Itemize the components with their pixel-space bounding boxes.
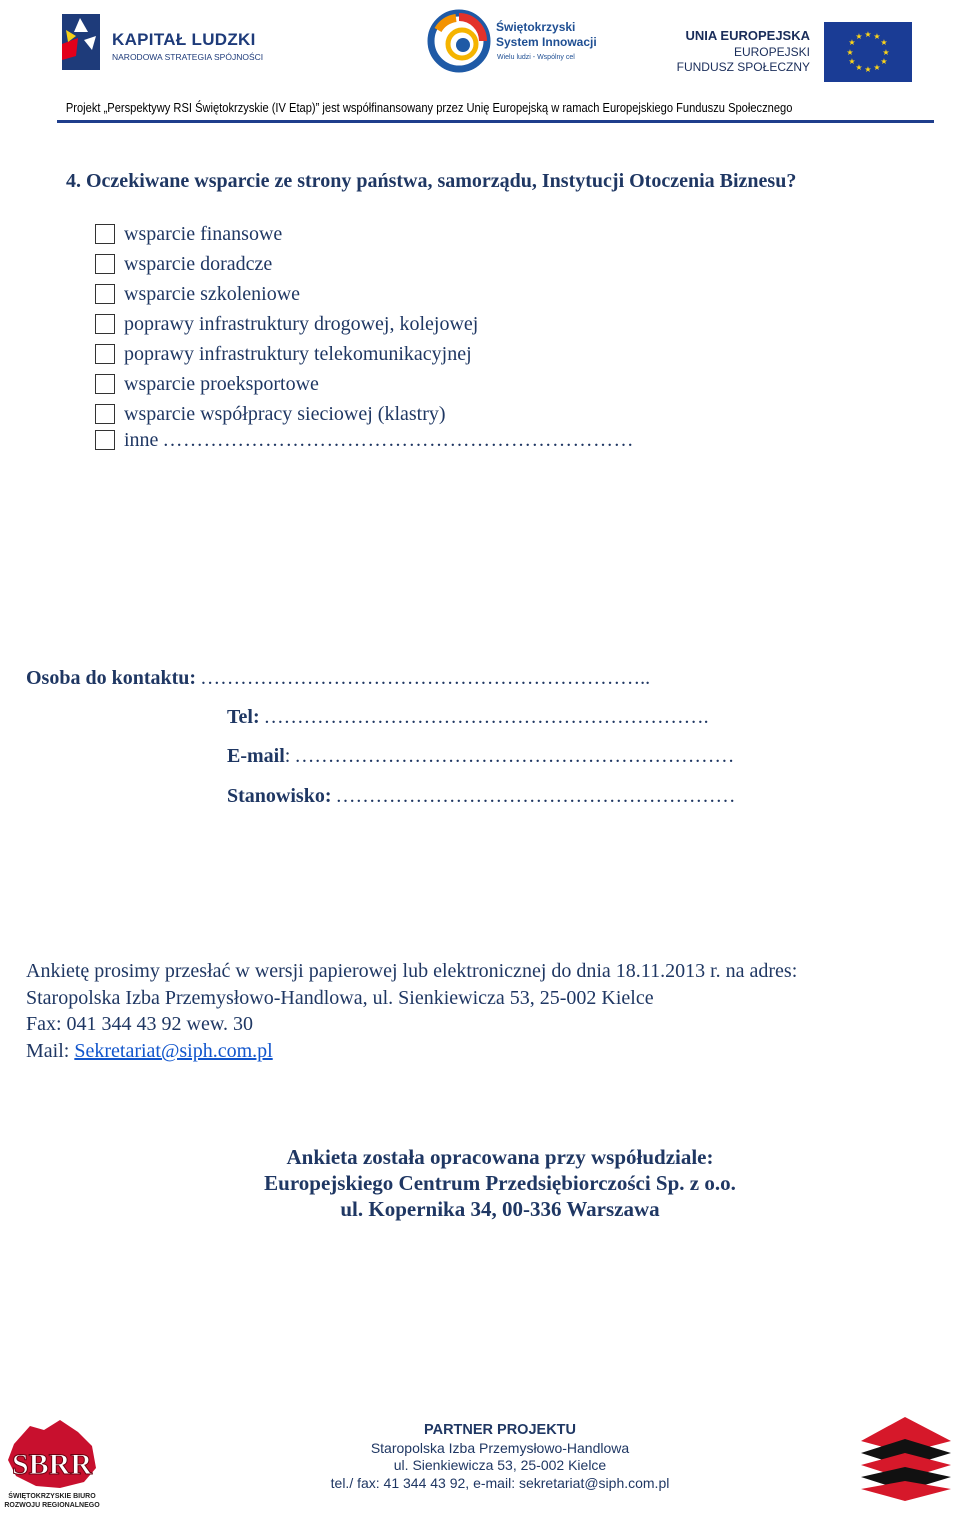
position-fill-line[interactable]: …………………………………………………… — [335, 785, 736, 807]
checkbox-wsparcie-szkoleniowe[interactable] — [95, 284, 115, 304]
footer-line1: Staropolska Izba Przemysłowo-Handlowa — [370, 1440, 630, 1456]
contact-person-row — [26, 667, 650, 690]
question-title: 4. Oczekiwane wsparcie ze strony państwa, samorządu, Instytucji Otoczenia Biznesu? — [66, 170, 797, 192]
checkbox-wsparcie-proeksportowe[interactable] — [95, 374, 115, 394]
option-label: wsparcie finansowe — [124, 222, 283, 245]
ssi-tagline: Wielu ludzi - Wspólny cel — [497, 54, 575, 61]
option-wsparcie-doradcze[interactable] — [95, 251, 272, 277]
checkbox-infrastruktura-drogowa[interactable] — [95, 314, 115, 334]
option-wsparcie-finansowe[interactable] — [95, 221, 282, 247]
email-row — [227, 745, 734, 768]
mail-label: Mail: — [26, 1040, 75, 1062]
partner-logo — [857, 1413, 955, 1503]
credit-line2: Europejskiego Centrum Przedsiębiorczości Sp. z o.o. — [264, 1171, 736, 1195]
tel-row — [227, 706, 709, 729]
ssi-title-line2: System Innowacji — [496, 35, 597, 49]
sbrr-line1: ŚWIĘTOKRZYSKIE BIURO — [8, 1493, 96, 1500]
svg-text:★: ★ — [873, 32, 881, 41]
sbrr-line2: ROZWOJU REGIONALNEGO — [4, 1502, 100, 1509]
checkbox-infrastruktura-telekom[interactable] — [95, 344, 115, 364]
swietokrzyski-system-innowacji-logo — [426, 6, 596, 78]
option-wspolpraca-sieciowa[interactable] — [95, 401, 446, 427]
svg-text:★: ★ — [846, 48, 854, 57]
svg-text:★: ★ — [848, 38, 856, 47]
option-label: wsparcie doradcze — [124, 252, 273, 275]
option-wsparcie-proeksportowe[interactable] — [95, 371, 319, 397]
option-label: wsparcie proeksportowe — [124, 372, 319, 395]
project-cofinancing-text: Projekt „Perspektywy RSI Świętokrzyskie (IV Etap)” jest współfinansowany przez Unię Europejską w ramach Europejskiego Funduszu Społecznego — [65, 101, 793, 115]
footer-line3: tel./ fax: 41 344 43 92, e-mail: sekretariat@siph.com.pl — [330, 1475, 670, 1491]
position-row — [227, 785, 735, 808]
option-inne[interactable] — [95, 427, 634, 453]
unia-europejska-logo — [676, 18, 914, 84]
checkbox-wsparcie-finansowe[interactable] — [95, 224, 115, 244]
position-label: Stanowisko: — [227, 785, 332, 807]
svg-text:★: ★ — [848, 57, 856, 66]
instructions-mail-row — [26, 1040, 273, 1063]
checkbox-inne[interactable] — [95, 430, 115, 450]
email-fill-line[interactable]: ………………………………………………………… — [294, 745, 735, 767]
svg-text:★: ★ — [873, 63, 881, 72]
ue-line1: UNIA EUROPEJSKA — [685, 28, 810, 43]
kapital-ludzki-subtitle: NARODOWA STRATEGIA SPÓJNOŚCI — [112, 52, 264, 62]
kapital-ludzki-logo — [58, 10, 268, 74]
credit-line3: ul. Kopernika 34, 00-336 Warszawa — [340, 1197, 660, 1221]
other-fill-line[interactable]: …………………………………………………………… — [162, 428, 634, 451]
header-divider — [57, 120, 934, 123]
ssi-rings-icon — [426, 8, 492, 74]
credit-line1: Ankieta została opracowana przy współudziale: — [286, 1145, 714, 1169]
option-infrastruktura-drogowa[interactable] — [95, 311, 478, 337]
tel-label: Tel: — [227, 706, 260, 728]
svg-text:★: ★ — [855, 63, 863, 72]
contact-person-label: Osoba do kontaktu: — [26, 667, 197, 689]
instructions-address: Staropolska Izba Przemysłowo-Handlowa, ul. Sienkiewicza 53, 25-002 Kielce — [26, 987, 654, 1009]
checkbox-wspolpraca-sieciowa[interactable] — [95, 404, 115, 424]
ssi-title-line1: Świętokrzyski — [496, 20, 576, 34]
email-label: E-mail — [227, 745, 285, 767]
svg-text:★: ★ — [855, 32, 863, 41]
svg-text:★: ★ — [882, 48, 890, 57]
option-label: wsparcie szkoleniowe — [124, 282, 301, 305]
ue-line3: FUNDUSZ SPOŁECZNY — [676, 60, 810, 74]
email-colon: : — [284, 745, 291, 767]
kapital-ludzki-title: KAPITAŁ LUDZKI — [112, 30, 256, 49]
kapital-ludzki-emblem-icon — [58, 10, 104, 72]
ue-line2: EUROPEJSKI — [733, 45, 810, 59]
svg-text:★: ★ — [864, 65, 872, 74]
footer-heading: PARTNER PROJEKTU — [424, 1422, 576, 1438]
partner-chevron-icon — [857, 1413, 955, 1503]
option-label: wsparcie współpracy sieciowej (klastry) — [124, 402, 446, 425]
instructions-line1: Ankietę prosimy przesłać w wersji papierowej lub elektronicznej do dnia 18.11.2013 r. na adres: — [26, 960, 798, 982]
eu-flag-icon — [824, 22, 912, 82]
svg-text:★: ★ — [880, 38, 888, 47]
option-infrastruktura-telekom[interactable] — [95, 341, 472, 367]
option-label: poprawy infrastruktury telekomunikacyjnej — [124, 342, 472, 365]
option-label: inne — [124, 428, 159, 451]
contact-person-fill-line[interactable]: ………………………………………………………….. — [200, 667, 651, 689]
svg-text:★: ★ — [880, 57, 888, 66]
svg-text:★: ★ — [864, 30, 872, 39]
option-label: poprawy infrastruktury drogowej, kolejowej — [124, 312, 479, 335]
checkbox-wsparcie-doradcze[interactable] — [95, 254, 115, 274]
mail-link[interactable]: Sekretariat@siph.com.pl — [74, 1040, 273, 1062]
tel-fill-line[interactable]: …………………………………………………………. — [263, 706, 709, 728]
option-wsparcie-szkoleniowe[interactable] — [95, 281, 300, 307]
footer-line2: ul. Sienkiewicza 53, 25-002 Kielce — [393, 1457, 607, 1473]
instructions-fax: Fax: 041 344 43 92 wew. 30 — [26, 1013, 254, 1035]
sbrr-letters: SBRR — [11, 1448, 93, 1481]
